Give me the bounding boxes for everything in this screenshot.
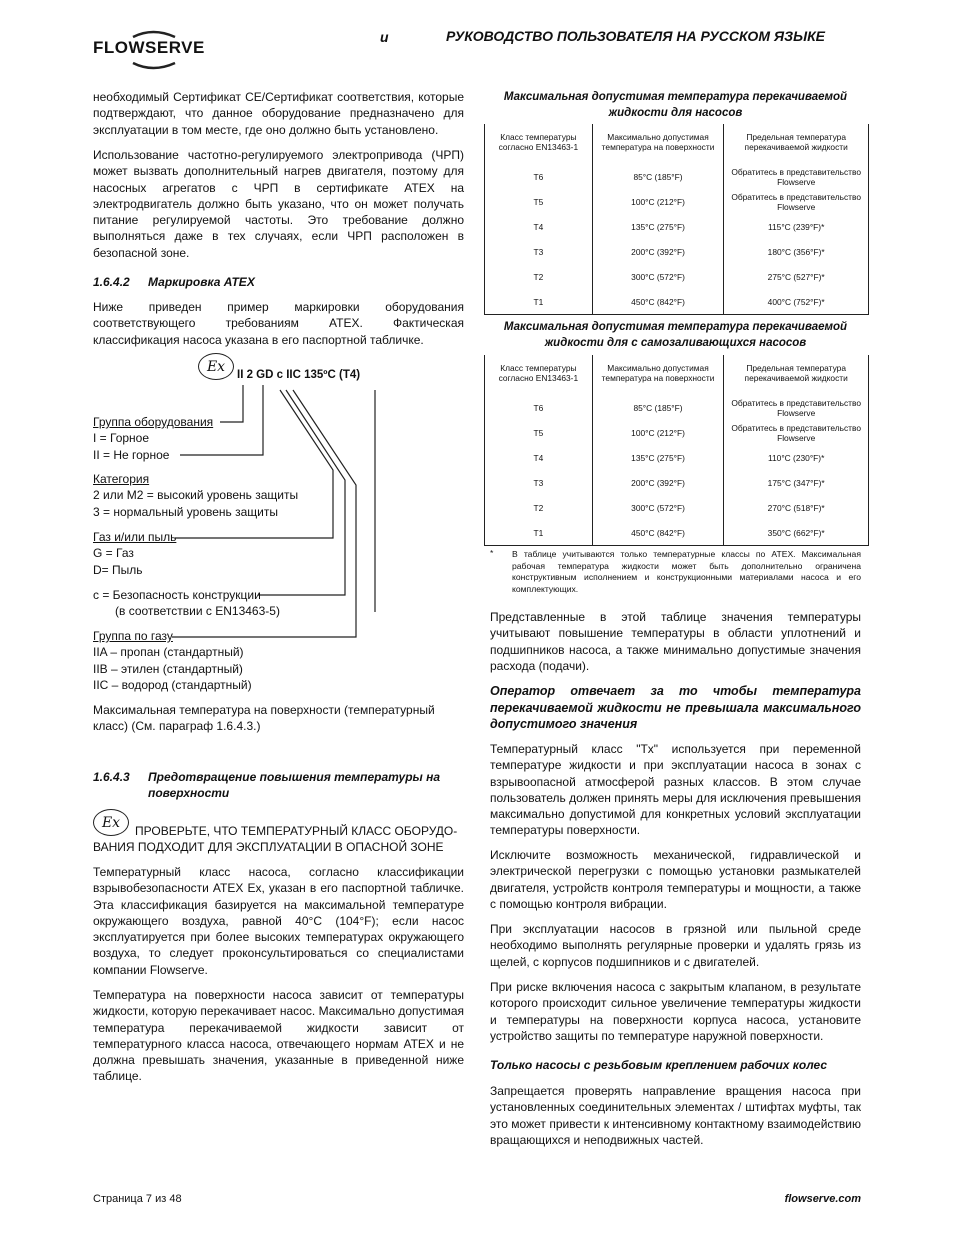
section-title: Маркировка ATEX: [148, 275, 255, 289]
self-priming-temperature-table: [484, 355, 869, 546]
table-cell: 300°C (572°F): [592, 495, 724, 520]
left-paragraph-6: Температура на поверхности насоса зависит от температуры жидкости, которую перекачивает насос. Максимально допустимая температура перекачиваемой жидкости зависит от температурного класса насоса, отвечающего нормам ATEX и не должна превышать значения, указанные в приведенной ниже таблице.: [93, 988, 464, 1084]
table-cell: Обратитесь в представительство Flowserve: [724, 391, 869, 420]
gas-group-item: IIA – пропан (стандартный): [93, 645, 244, 660]
construction-safety-line: c = Безопасность конструкции: [93, 588, 261, 602]
table-cell: T3: [485, 470, 593, 495]
table-row: [485, 160, 869, 189]
gas-group-item: IIC – водород (стандартный): [93, 677, 252, 692]
table-cell: Обратитесь в представительство Flowserve: [724, 189, 869, 214]
table-row: [485, 264, 869, 289]
table-row: [485, 470, 869, 495]
category-item: 2 или M2 = высокий уровень защиты: [93, 488, 299, 503]
table-cell: T4: [485, 445, 593, 470]
table-cell: 100°C (212°F): [592, 189, 724, 214]
gas-dust-title: Газ и/или пыль: [93, 530, 177, 544]
table-cell: 200°C (392°F): [592, 470, 724, 495]
table-row: [485, 495, 869, 520]
table-cell: T4: [485, 214, 593, 239]
table-cell: 270°C (518°F)*: [724, 495, 869, 520]
table-cell: 180°C (356°F)*: [724, 239, 869, 264]
table-cell: 85°C (185°F): [592, 160, 724, 189]
table-cell: 100°C (212°F): [592, 420, 724, 445]
table-cell: T6: [485, 391, 593, 420]
table-cell: 200°C (392°F): [592, 239, 724, 264]
table-cell: T2: [485, 495, 593, 520]
ex-symbol-text: Ex: [206, 358, 226, 375]
operator-responsibility-notice: Оператор отвечает за то чтобы температура перекачиваемой жидкости не превышала максимального допустимого значения: [490, 684, 861, 731]
table-header-cell: Класс температуры согласно EN13463-1: [485, 124, 593, 160]
right-paragraph-5: При риске включения насоса с закрытым клапаном, в результате которого происходит сильное увеличение температуры жидкости и температуры на поверхности корпуса насоса, установите устройство защиты по температуре наружной поверхности.: [490, 980, 861, 1043]
table-cell: 350°C (662°F)*: [724, 520, 869, 546]
right-paragraph-3: Исключите возможность механической, гидравлической и электрической перегрузки с помощью установки размыкателей двигателя, устройств контроля температуры и мощности, а также с помощью контроля вибрации.: [490, 848, 861, 911]
atex-marking: II 2 GD c IIC 135ºC (T4): [237, 369, 361, 381]
table-cell: 300°C (572°F): [592, 264, 724, 289]
table-header-cell: Максимально допустимая температура на поверхности: [592, 355, 724, 391]
section-title: Предотвращение повышения температуры на поверхности: [148, 770, 441, 800]
equipment-group-item: I = Горное: [93, 431, 150, 446]
header-title: РУКОВОДСТВО ПОЛЬЗОВАТЕЛЯ НА РУССКОМ ЯЗЫКЕ: [446, 28, 826, 44]
table-cell: T1: [485, 289, 593, 315]
category-block: [93, 471, 464, 520]
table-cell: 85°C (185°F): [592, 391, 724, 420]
section-heading-1643: [93, 769, 464, 801]
table-cell: 135°C (275°F): [592, 445, 724, 470]
right-paragraph-6: Запрещается проверять направление вращения насоса при установленных соединительных элементах / штифтах муфты, так это может привести к интенсивному контактному взаимодействию вращающихся и неподвижных частей.: [490, 1084, 861, 1147]
ex-symbol-text: Ex: [101, 814, 121, 831]
table-cell: T3: [485, 239, 593, 264]
right-paragraph-1: Представленные в этой таблице значения температуры учитывают повышение температуры в области уплотнений и подшипников насоса, а также минимально допустимые значения расхода (подачи).: [490, 610, 861, 673]
table-cell: 175°C (347°F)*: [724, 470, 869, 495]
table-cell: 135°C (275°F): [592, 214, 724, 239]
section-number: 1.6.4.2: [93, 275, 130, 289]
table-row: [485, 420, 869, 445]
table1-caption: Максимальная допустимая температура перекачиваемой жидкости для насосов: [503, 91, 848, 119]
section-number: 1.6.4.3: [93, 770, 130, 784]
equipment-group-title: Группа оборудования: [93, 415, 214, 429]
footer-website: flowserve.com: [784, 1193, 861, 1205]
table-row: [485, 289, 869, 315]
construction-safety-block: [93, 587, 464, 620]
table-header-cell: Класс температуры согласно EN13463-1: [485, 355, 593, 391]
table-cell: Обратитесь в представительство Flowserve: [724, 420, 869, 445]
left-paragraph-5: Температурный класс насоса, согласно классификации взрывобезопасности ATEX Ex, указан в его паспортной табличке. Эта классификация базируется на максимальной температуре окружающего воздуха, равной 40°C (104°F); если насос эксплуатируется при более высоких температурах окружающего воздуха, то следует проконсультироваться со специалистами компании Flowserve.: [93, 865, 464, 977]
footnote-star: *: [490, 548, 494, 558]
gas-dust-block: [93, 529, 464, 578]
table-row: [485, 239, 869, 264]
header-marker: и: [380, 29, 389, 45]
pump-temperature-table: [484, 124, 869, 315]
gas-group-item: IIB – этилен (стандартный): [93, 661, 243, 676]
table2-caption: Максимальная допустимая температура перекачиваемой жидкости для с самозаливающихся насосов: [503, 321, 848, 349]
equipment-group-item: II = Не горное: [93, 447, 170, 462]
table-row: [485, 391, 869, 420]
table-cell: 400°C (752°F)*: [724, 289, 869, 315]
left-paragraph-1: необходимый Сертификат CE/Сертификат соответствия, которые подтверждают, что данное оборудование предназначено для эксплуатации в том месте, где оно должно быть установлено.: [93, 90, 464, 137]
table-cell: T5: [485, 420, 593, 445]
category-title: Категория: [93, 472, 150, 486]
right-paragraph-2: Температурный класс "Tx" используется при переменной температуре жидкости и при эксплуатации насоса в зонах с взрывоопасной атмосферой разных классов. В этом случае пользователь должен принять меры для исключения превышения максимально допустимой для конкретных условий эксплуатации температуры поверхности.: [490, 742, 861, 838]
gas-dust-item: G = Газ: [93, 546, 134, 561]
footnote-text: В таблице учитываются только температурные классы по ATEX. Максимальная рабочая температура жидкости может быть дополнительно ограничена конструктивным исполнением и конструкционными материалами насоса и его комплектующих.: [512, 549, 861, 594]
gas-group-title: Группа по газу: [93, 629, 173, 643]
right-paragraph-4: При эксплуатации насосов в грязной или пыльной среде необходимо выполнять регулярные проверки и удалять грязь из щелей, с корпусов подшипников и с двигателей.: [490, 922, 861, 969]
category-item: 3 = нормальный уровень защиты: [93, 504, 279, 519]
gas-group-block: [93, 628, 464, 693]
table-cell: Обратитесь в представительство Flowserve: [724, 160, 869, 189]
equipment-group-block: [93, 414, 464, 463]
table-row: [485, 445, 869, 470]
warning-text: ПРОВЕРЬТЕ, ЧТО ТЕМПЕРАТУРНЫЙ КЛАСС ОБОРУДО-ВАНИЯ ПОДХОДИТ ДЛЯ ЭКСПЛУАТАЦИИ В ОПАСНОЙ ЗОНЕ: [93, 824, 458, 855]
table-row: [485, 520, 869, 546]
left-paragraph-3: Ниже приведен пример маркировки оборудования соответствующего требованиям ATEX. Фактическая классификация насоса указана в его паспортной табличке.: [93, 300, 464, 347]
table-cell: T1: [485, 520, 593, 546]
gas-dust-item: D= Пыль: [93, 562, 143, 577]
table-cell: 115°C (239°F)*: [724, 214, 869, 239]
table-cell: T6: [485, 160, 593, 189]
table-cell: 450°C (842°F): [592, 289, 724, 315]
table-cell: T5: [485, 189, 593, 214]
page-number: Страница 7 из 48: [93, 1193, 182, 1205]
table-cell: T2: [485, 264, 593, 289]
table-row: [485, 214, 869, 239]
table-cell: 450°C (842°F): [592, 520, 724, 546]
left-paragraph-2: Использование частотно-регулируемого электропривода (ЧРП) может вызвать дополнительный нагрев двигателя, поэтому для насосных агрегатов с ЧРП в сертификате ATEX на электродвигатель должно быть указано, что он может получать питание регулируемой частоты. Это требование должно выполняться даже в тех случаях, если ЧРП расположен в безопасной зоне.: [93, 148, 464, 260]
table-cell: 275°C (527°F)*: [724, 264, 869, 289]
table-header-cell: Максимально допустимая температура на поверхности: [592, 124, 724, 160]
table-header-cell: Предельная температура перекачиваемой жидкости: [724, 124, 869, 160]
max-surface-temp-note: Максимальная температура на поверхности (температурный класс) (См. параграф 1.6.4.3.): [93, 703, 435, 734]
logo-text: FLOWSERVE: [93, 38, 205, 57]
table-row: [485, 189, 869, 214]
table-header-cell: Предельная температура перекачиваемой жидкости: [724, 355, 869, 391]
threaded-impeller-subheading: Только насосы с резьбовым креплением рабочих колес: [490, 1058, 828, 1072]
table-header-row: [485, 124, 869, 160]
table-cell: 110°C (230°F)*: [724, 445, 869, 470]
construction-safety-line: (в соответствии с EN13463-5): [115, 604, 280, 619]
table-header-row: [485, 355, 869, 391]
